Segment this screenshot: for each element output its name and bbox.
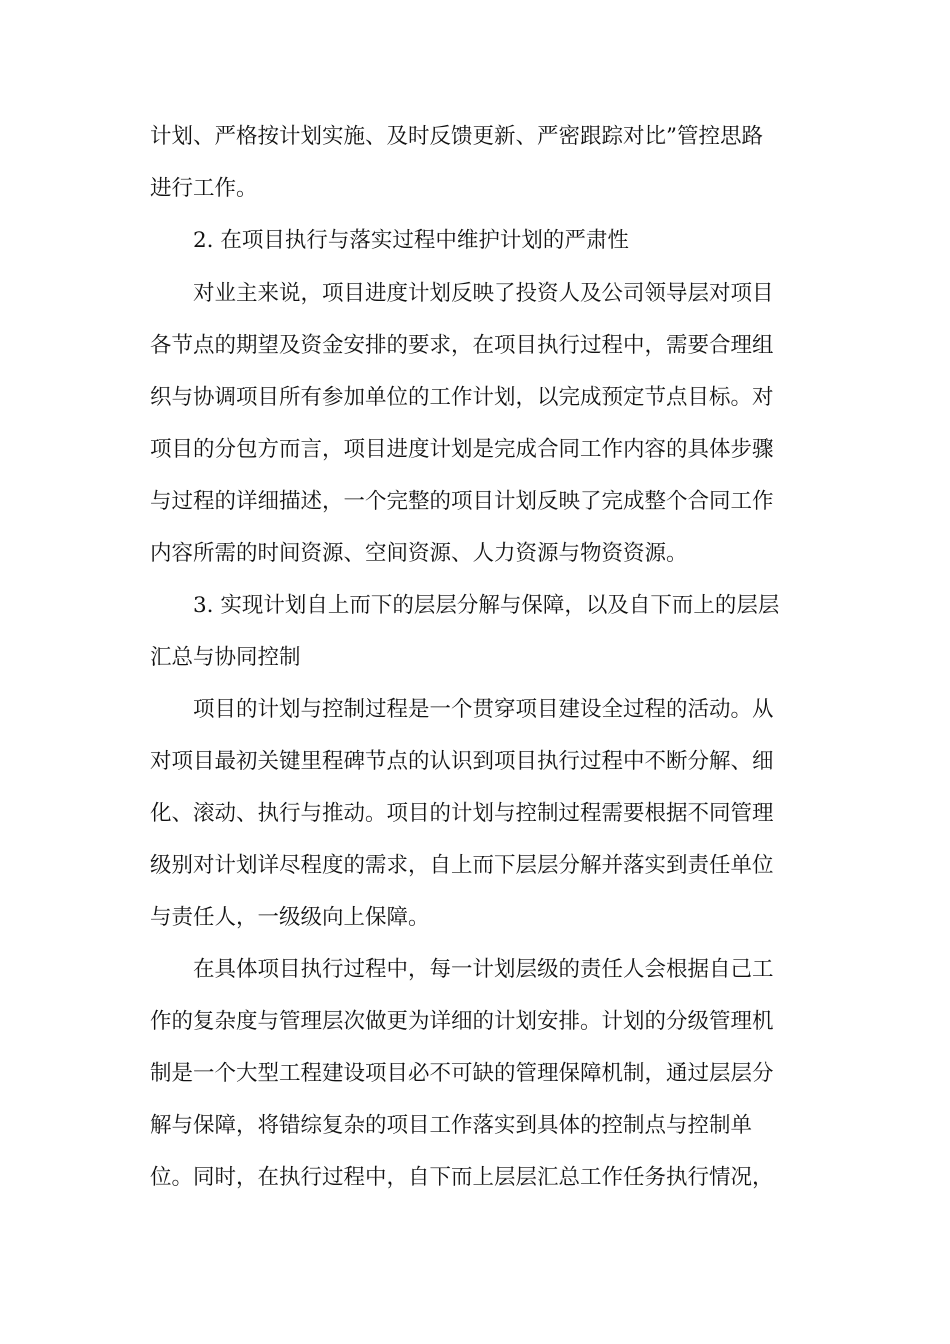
paragraph-line: 级别对计划详尽程度的需求，自上而下层层分解并落实到责任单位 (150, 853, 774, 878)
paragraph-line: 化、滚动、执行与推动。项目的计划与控制过程需要根据不同管理 (150, 801, 774, 826)
paragraph-line: 制是一个大型工程建设项目必不可缺的管理保障机制，通过层层分 (150, 1061, 774, 1086)
paragraph-line: 内容所需的时间资源、空间资源、人力资源与物资资源。 (150, 541, 688, 566)
paragraph-line: 计划、严格按计划实施、及时反馈更新、严密跟踪对比”管控思路 (150, 124, 763, 149)
section-heading-2: 2. 在项目执行与落实过程中维护计划的严肃性 (193, 228, 629, 253)
paragraph-line: 对项目最初关键里程碑节点的认识到项目执行过程中不断分解、细 (150, 749, 774, 774)
section-heading-3: 3. 实现计划自上而下的层层分解与保障，以及自下而上的层层 (193, 593, 780, 618)
paragraph-line: 在具体项目执行过程中，每一计划层级的责任人会根据自己工 (193, 957, 774, 982)
paragraph-line: 位。同时，在执行过程中，自下而上层层汇总工作任务执行情况， (150, 1165, 774, 1190)
paragraph-line: 项目的计划与控制过程是一个贯穿项目建设全过程的活动。从 (193, 697, 774, 722)
section-heading-3-continued: 汇总与协同控制 (150, 645, 301, 670)
paragraph-line: 项目的分包方而言，项目进度计划是完成合同工作内容的具体步骤 (150, 437, 774, 462)
paragraph-line: 对业主来说，项目进度计划反映了投资人及公司领导层对项目 (193, 281, 774, 306)
paragraph-line: 织与协调项目所有参加单位的工作计划，以完成预定节点目标。对 (150, 385, 774, 410)
paragraph-line: 与过程的详细描述，一个完整的项目计划反映了完成整个合同工作 (150, 489, 774, 514)
paragraph-line: 各节点的期望及资金安排的要求，在项目执行过程中，需要合理组 (150, 333, 774, 358)
paragraph-line: 进行工作。 (150, 176, 258, 201)
paragraph-line: 解与保障，将错综复杂的项目工作落实到具体的控制点与控制单 (150, 1113, 753, 1138)
paragraph-line: 作的复杂度与管理层次做更为详细的计划安排。计划的分级管理机 (150, 1009, 774, 1034)
paragraph-line: 与责任人，一级级向上保障。 (150, 905, 430, 930)
